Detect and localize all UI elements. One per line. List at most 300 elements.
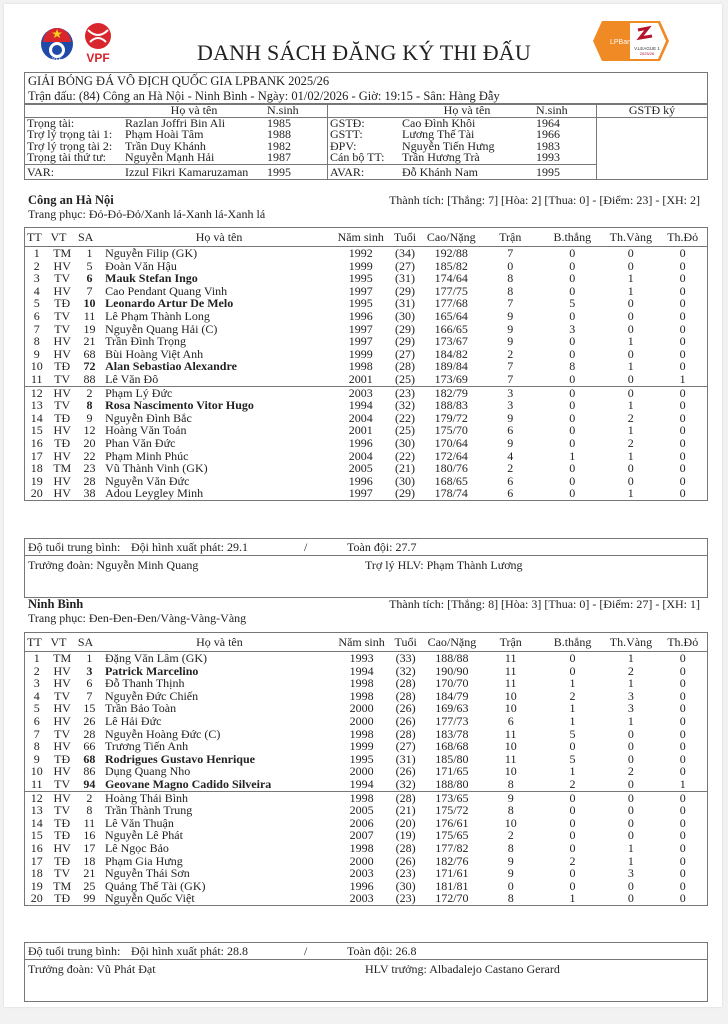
- height-weight: 188/88: [435, 651, 469, 665]
- age: (28): [395, 840, 416, 855]
- shirt-number: 86: [83, 764, 96, 779]
- row-number: 18: [30, 866, 43, 881]
- height-weight: 179/72: [434, 410, 468, 425]
- age: (21): [394, 461, 415, 476]
- birth-year: 1997: [348, 283, 373, 298]
- red-cards: 0: [679, 840, 686, 855]
- yellow-cards: 3: [627, 701, 634, 716]
- yellow-cards: 0: [603, 791, 658, 804]
- shirt-number: 10: [83, 296, 96, 311]
- red-cards: 0: [679, 410, 686, 425]
- shirt-number: 68: [83, 346, 96, 361]
- position: TV: [54, 726, 71, 741]
- player-name: Đỗ Thanh Thịnh: [104, 676, 185, 691]
- age: (30): [394, 308, 415, 323]
- player-row: [25, 677, 708, 690]
- goals: 0: [569, 840, 576, 855]
- red-cards: 0: [679, 398, 686, 413]
- age: (23): [395, 866, 416, 881]
- row-number: 4: [33, 283, 40, 298]
- row-number: 2: [33, 663, 40, 678]
- row-number: 9: [33, 346, 40, 361]
- officials-col-year: N.sinh: [534, 105, 597, 118]
- birth-year: 2000: [349, 701, 374, 716]
- team-record-home: Thành tích: [Thắng: 7] [Hòa: 2] [Thua: 0] - [Điểm: 23] - [XH: 2]: [389, 193, 700, 207]
- player-row: [25, 437, 708, 450]
- goals: 1: [569, 448, 576, 463]
- appearances: 2: [507, 461, 514, 476]
- row-number: 3: [33, 271, 40, 286]
- shirt-number: 25: [83, 878, 96, 893]
- goals: 0: [569, 371, 576, 386]
- team-kit-away: Trang phục: Đen-Đen-Đen/Vàng-Vàng-Vàng: [28, 611, 247, 625]
- position: TM: [53, 651, 72, 665]
- position: TV: [54, 398, 71, 413]
- birth-year: 2001: [348, 423, 373, 438]
- age: (27): [395, 739, 416, 754]
- red-cards: 0: [679, 651, 686, 665]
- height-weight: 185/80: [435, 751, 469, 766]
- goals: 2: [569, 853, 576, 868]
- age: (28): [395, 688, 416, 703]
- age: (22): [394, 448, 415, 463]
- player-name: Phan Văn Đức: [105, 435, 176, 450]
- row-number: 5: [33, 296, 40, 311]
- appearances: 11: [504, 663, 517, 678]
- yellow-cards: 1: [627, 283, 634, 298]
- appearances: 0: [507, 878, 514, 893]
- column-header: Cao/Nặng: [424, 633, 480, 652]
- red-cards: 0: [679, 701, 686, 716]
- shirt-number: 26: [83, 713, 96, 728]
- shirt-number: 66: [83, 739, 96, 754]
- row-number: 8: [33, 334, 40, 349]
- appearances: 2: [507, 346, 514, 361]
- player-name: Hoàng Văn Toản: [105, 423, 187, 438]
- appearances: 8: [507, 283, 514, 298]
- shirt-number: 1: [86, 246, 93, 260]
- column-header: Trận: [480, 633, 542, 652]
- appearances: 10: [504, 739, 517, 754]
- roster-header: [25, 633, 708, 652]
- age: (29): [394, 321, 415, 336]
- appearances: 9: [507, 334, 514, 349]
- position: HV: [53, 486, 71, 501]
- goals: 0: [569, 398, 576, 413]
- age: (31): [395, 751, 416, 766]
- roster-table-home: [24, 227, 708, 501]
- roster-table-away: [24, 632, 708, 906]
- appearances: 7: [507, 359, 514, 374]
- average-age-starting: Đội hình xuất phát: 29.1: [131, 540, 248, 554]
- birth-year: 1995: [348, 296, 373, 311]
- shirt-number: 22: [83, 448, 96, 463]
- red-cards: 0: [679, 258, 686, 273]
- player-row: [25, 247, 708, 260]
- appearances: 6: [507, 473, 514, 488]
- row-number: 12: [25, 791, 49, 804]
- age: (21): [395, 803, 416, 818]
- appearances: 8: [507, 271, 514, 286]
- goals: 0: [569, 271, 576, 286]
- column-header: Họ và tên: [103, 633, 336, 652]
- shirt-number: 17: [83, 840, 96, 855]
- row-number: 12: [25, 386, 49, 399]
- row-number: 20: [30, 891, 43, 906]
- birth-year: 1998: [348, 359, 373, 374]
- row-number: 16: [30, 840, 43, 855]
- height-weight: 188/83: [434, 398, 468, 413]
- red-cards: 0: [679, 853, 686, 868]
- team-manager: Trưởng đoàn: Nguyễn Minh Quang: [28, 558, 199, 572]
- player-row: [25, 652, 708, 665]
- yellow-cards: 1: [627, 486, 634, 501]
- birth-year: 2001: [348, 371, 373, 386]
- player-row: [25, 462, 708, 475]
- average-age-squad: Toàn đội: 27.7: [347, 540, 417, 554]
- shirt-number: 1: [86, 651, 93, 665]
- appearances: 3: [507, 398, 514, 413]
- height-weight: 172/64: [434, 448, 468, 463]
- roster-header: [25, 228, 708, 247]
- yellow-cards: 0: [627, 878, 634, 893]
- position: HV: [48, 791, 75, 804]
- birth-year: 1992: [348, 246, 373, 260]
- goals: 2: [569, 776, 576, 791]
- yellow-cards: 1: [627, 676, 634, 691]
- shirt-number: 8: [86, 398, 93, 413]
- official-row: Trọng tài: Razlan Joffri Bin Ali 1985 GSTĐ: Cao Đình Khôi 1964: [25, 117, 708, 129]
- yellow-cards: 0: [627, 258, 634, 273]
- goals: 1: [569, 764, 576, 779]
- appearances: 10: [504, 688, 517, 703]
- birth-year: 1998: [349, 840, 374, 855]
- age: (28): [395, 726, 416, 741]
- red-cards: 0: [679, 676, 686, 691]
- yellow-cards: 0: [627, 828, 634, 843]
- row-number: 5: [33, 701, 40, 716]
- appearances: 8: [507, 776, 514, 791]
- red-cards: 0: [679, 435, 686, 450]
- shirt-number: 38: [83, 486, 96, 501]
- row-number: 7: [33, 321, 40, 336]
- red-cards: 1: [679, 776, 686, 791]
- player-name: Patrick Marcelino: [104, 663, 199, 678]
- row-number: 13: [30, 803, 43, 818]
- shirt-number: 8: [86, 803, 93, 818]
- goals: 5: [569, 751, 576, 766]
- age: (19): [395, 828, 416, 843]
- appearances: 11: [504, 726, 517, 741]
- yellow-cards: 1: [627, 359, 634, 374]
- position: TĐ: [54, 296, 71, 311]
- appearances: 9: [507, 308, 514, 323]
- yellow-cards: 1: [627, 448, 634, 463]
- player-name: Rodrigues Gustavo Henrique: [104, 751, 255, 766]
- height-weight: 171/65: [435, 764, 469, 779]
- goals: 0: [569, 663, 576, 678]
- birth-year: 1996: [348, 308, 373, 323]
- age: (26): [395, 701, 416, 716]
- shirt-number: 7: [86, 283, 93, 298]
- height-weight: 188/80: [435, 776, 469, 791]
- appearances: 11: [504, 676, 517, 691]
- column-header: B.thắng: [541, 228, 603, 247]
- competition-name: GIẢI BÓNG ĐÁ VÔ ĐỊCH QUỐC GIA LPBANK 2025/26: [28, 74, 330, 88]
- yellow-cards: 1: [627, 423, 634, 438]
- birth-year: 1994: [349, 776, 374, 791]
- player-name: Trần Đình Trọng: [105, 334, 187, 349]
- height-weight: 184/82: [434, 346, 468, 361]
- birth-year: 1996: [348, 435, 373, 450]
- column-header: Trận: [479, 228, 541, 247]
- position: HV: [53, 701, 71, 716]
- birth-year: 1997: [348, 334, 373, 349]
- row-number: 19: [30, 473, 43, 488]
- official-row: Trọng tài thứ tư: Nguyễn Mạnh Hải 1987 Cán bộ TT: Trần Hương Trà 1993: [25, 152, 708, 164]
- birth-year: 1997: [348, 321, 373, 336]
- goals: 0: [569, 410, 576, 425]
- age: (31): [394, 271, 415, 286]
- player-row: [25, 740, 708, 753]
- yellow-cards: 0: [627, 726, 634, 741]
- goals: 0: [569, 739, 576, 754]
- official-row: Trợ lý trọng tài 2: Trần Duy Khánh 1982 ĐPV: Nguyễn Tiến Hưng 1983: [25, 141, 708, 153]
- position: HV: [53, 713, 71, 728]
- birth-year: 1995: [348, 271, 373, 286]
- official-row-var: VAR: Izzul Fikri Kamaruzaman 1995 AVAR: Đỗ Khánh Nam 1995: [25, 164, 708, 179]
- appearances: 7: [507, 371, 514, 386]
- shirt-number: 3: [86, 663, 93, 678]
- shirt-number: 20: [83, 435, 96, 450]
- player-name: Nguyễn Quang Hải (C): [105, 321, 218, 336]
- position: HV: [53, 764, 71, 779]
- shirt-number: 11: [83, 815, 96, 830]
- goals: 1: [569, 676, 576, 691]
- goals: 0: [569, 423, 576, 438]
- row-number: 13: [30, 398, 43, 413]
- birth-year: 1994: [348, 398, 373, 413]
- document-title: DANH SÁCH ĐĂNG KÝ THI ĐẤU: [197, 40, 531, 65]
- yellow-cards: 0: [627, 461, 634, 476]
- birth-year: 1996: [349, 878, 374, 893]
- position: HV: [53, 448, 71, 463]
- height-weight: 170/70: [435, 676, 469, 691]
- birth-year: 1998: [336, 791, 387, 804]
- yellow-cards: 1: [627, 840, 634, 855]
- column-header: Th.Đỏ: [658, 633, 707, 652]
- player-row: [25, 778, 708, 791]
- position: TĐ: [54, 828, 71, 843]
- red-cards: 0: [679, 461, 686, 476]
- height-weight: 177/68: [434, 296, 468, 311]
- player-name: Hoàng Thái Bình: [103, 791, 336, 804]
- birth-year: 1999: [348, 346, 373, 361]
- column-header: Năm sinh: [336, 633, 387, 652]
- position: HV: [53, 739, 71, 754]
- svg-text:LPBank: LPBank: [610, 39, 635, 46]
- row-number: 11: [30, 776, 43, 791]
- player-name: Nguyễn Filip (GK): [105, 246, 198, 260]
- goals: 3: [569, 321, 576, 336]
- red-cards: 0: [679, 739, 686, 754]
- shirt-number: 9: [86, 410, 93, 425]
- red-cards: 0: [658, 386, 707, 399]
- appearances: 4: [507, 448, 514, 463]
- red-cards: 0: [679, 334, 686, 349]
- appearances: 9: [507, 866, 514, 881]
- red-cards: 0: [679, 751, 686, 766]
- position: HV: [53, 334, 71, 349]
- player-name: Cao Pendant Quang Vinh: [105, 283, 228, 298]
- team-name-home: Công an Hà Nội: [28, 193, 114, 207]
- height-weight: 177/73: [435, 713, 469, 728]
- appearances: 9: [507, 435, 514, 450]
- player-name: Phạm Minh Phúc: [105, 448, 189, 463]
- player-row: [25, 310, 708, 323]
- shirt-number: 12: [83, 423, 96, 438]
- red-cards: 0: [679, 891, 686, 906]
- player-name: Lê Phạm Thành Long: [105, 308, 210, 323]
- shirt-number: 21: [83, 334, 96, 349]
- row-number: 8: [33, 739, 40, 754]
- goals: 0: [569, 486, 576, 501]
- coach: HLV trưởng: Albadalejo Castano Gerard: [365, 962, 560, 976]
- appearances: 9: [480, 791, 542, 804]
- goals: 5: [569, 296, 576, 311]
- age: (25): [394, 371, 415, 386]
- player-name: Nguyễn Thái Sơn: [104, 866, 190, 881]
- goals: 0: [569, 334, 576, 349]
- age: (28): [395, 676, 416, 691]
- red-cards: 0: [679, 878, 686, 893]
- row-number: 4: [33, 688, 40, 703]
- goals: 0: [541, 386, 603, 399]
- yellow-cards: 0: [627, 296, 634, 311]
- player-name: Alan Sebastiao Alexandre: [105, 359, 237, 374]
- position: HV: [53, 346, 71, 361]
- age: (27): [394, 346, 415, 361]
- birth-year: 2003: [349, 866, 374, 881]
- player-name: Rosa Nascimento Vitor Hugo: [105, 398, 254, 413]
- birth-year: 1999: [349, 739, 374, 754]
- goals: 0: [569, 866, 576, 881]
- height-weight: 183/78: [435, 726, 469, 741]
- player-name: Phạm Lý Đức: [103, 386, 335, 399]
- birth-year: 1998: [349, 726, 374, 741]
- height-weight: 168/65: [434, 473, 468, 488]
- player-name: Nguyễn Văn Đức: [105, 473, 190, 488]
- row-number: 14: [30, 815, 43, 830]
- position: TV: [54, 688, 71, 703]
- player-name: Nguyễn Hoàng Đức (C): [104, 726, 221, 741]
- birth-year: 1994: [349, 663, 374, 678]
- shirt-number: 5: [86, 258, 93, 273]
- player-name: Mauk Stefan Ingo: [105, 271, 198, 286]
- height-weight: 189/84: [434, 359, 468, 374]
- player-name: Nguyễn Lê Phát: [104, 828, 183, 843]
- position: TV: [54, 866, 71, 881]
- svg-text:2025/26: 2025/26: [639, 51, 655, 56]
- age: (29): [394, 283, 415, 298]
- position: HV: [53, 473, 71, 488]
- position: TV: [54, 321, 71, 336]
- yellow-cards: 0: [627, 308, 634, 323]
- birth-year: 2007: [349, 828, 374, 843]
- birth-year: 2003: [349, 891, 374, 906]
- appearances: 7: [507, 296, 514, 311]
- column-header: Họ và tên: [103, 228, 335, 247]
- birth-year: 1998: [349, 676, 374, 691]
- appearances: 2: [507, 828, 514, 843]
- player-row: [25, 842, 708, 855]
- player-name: Đoàn Văn Hậu: [105, 258, 177, 273]
- shirt-number: 16: [83, 828, 96, 843]
- shirt-number: 11: [83, 308, 96, 323]
- shirt-number: 2: [76, 791, 103, 804]
- player-row: [25, 804, 708, 817]
- player-name: Đặng Văn Lâm (GK): [104, 651, 208, 665]
- row-number: 10: [30, 359, 43, 374]
- goals: 0: [569, 246, 576, 260]
- height-weight: 173/67: [434, 334, 468, 349]
- column-header: TT: [25, 228, 49, 247]
- player-row: [25, 399, 708, 412]
- team-kit-home: Trang phục: Đỏ-Đỏ-Đỏ/Xanh lá-Xanh lá-Xanh lá: [28, 207, 266, 221]
- position: TV: [54, 308, 71, 323]
- player-name: Dụng Quang Nho: [104, 764, 191, 779]
- age: (29): [394, 486, 415, 501]
- player-name: Trần Bảo Toàn: [104, 701, 177, 716]
- player-row: [25, 272, 708, 285]
- yellow-cards: 0: [603, 386, 658, 399]
- birth-year: 2004: [348, 410, 373, 425]
- row-number: 7: [33, 726, 40, 741]
- age: (20): [395, 815, 416, 830]
- birth-year: 2006: [349, 815, 374, 830]
- height-weight: 166/65: [434, 321, 468, 336]
- appearances: 0: [507, 258, 514, 273]
- row-number: 17: [30, 448, 43, 463]
- player-row: [25, 487, 708, 500]
- goals: 0: [569, 258, 576, 273]
- player-name: Trương Tiến Anh: [104, 739, 189, 754]
- height-weight: 180/76: [434, 461, 468, 476]
- age: (23): [387, 386, 424, 399]
- age: (30): [395, 878, 416, 893]
- height-weight: 168/68: [435, 739, 469, 754]
- height-weight: 173/65: [424, 791, 480, 804]
- age: (32): [395, 776, 416, 791]
- height-weight: 181/81: [435, 878, 469, 893]
- red-cards: 0: [679, 423, 686, 438]
- height-weight: 178/74: [434, 486, 468, 501]
- yellow-cards: 2: [627, 435, 634, 450]
- position: TĐ: [54, 891, 71, 906]
- player-name: Leonardo Artur De Melo: [105, 296, 234, 311]
- red-cards: 0: [679, 321, 686, 336]
- shirt-number: 6: [86, 271, 93, 286]
- column-header: SA: [76, 633, 103, 652]
- appearances: 8: [507, 803, 514, 818]
- row-number: 3: [33, 676, 40, 691]
- appearances: 7: [507, 246, 514, 260]
- height-weight: 172/70: [435, 891, 469, 906]
- goals: 0: [569, 473, 576, 488]
- goals: 0: [569, 308, 576, 323]
- age: (22): [394, 410, 415, 425]
- goals: 2: [569, 688, 576, 703]
